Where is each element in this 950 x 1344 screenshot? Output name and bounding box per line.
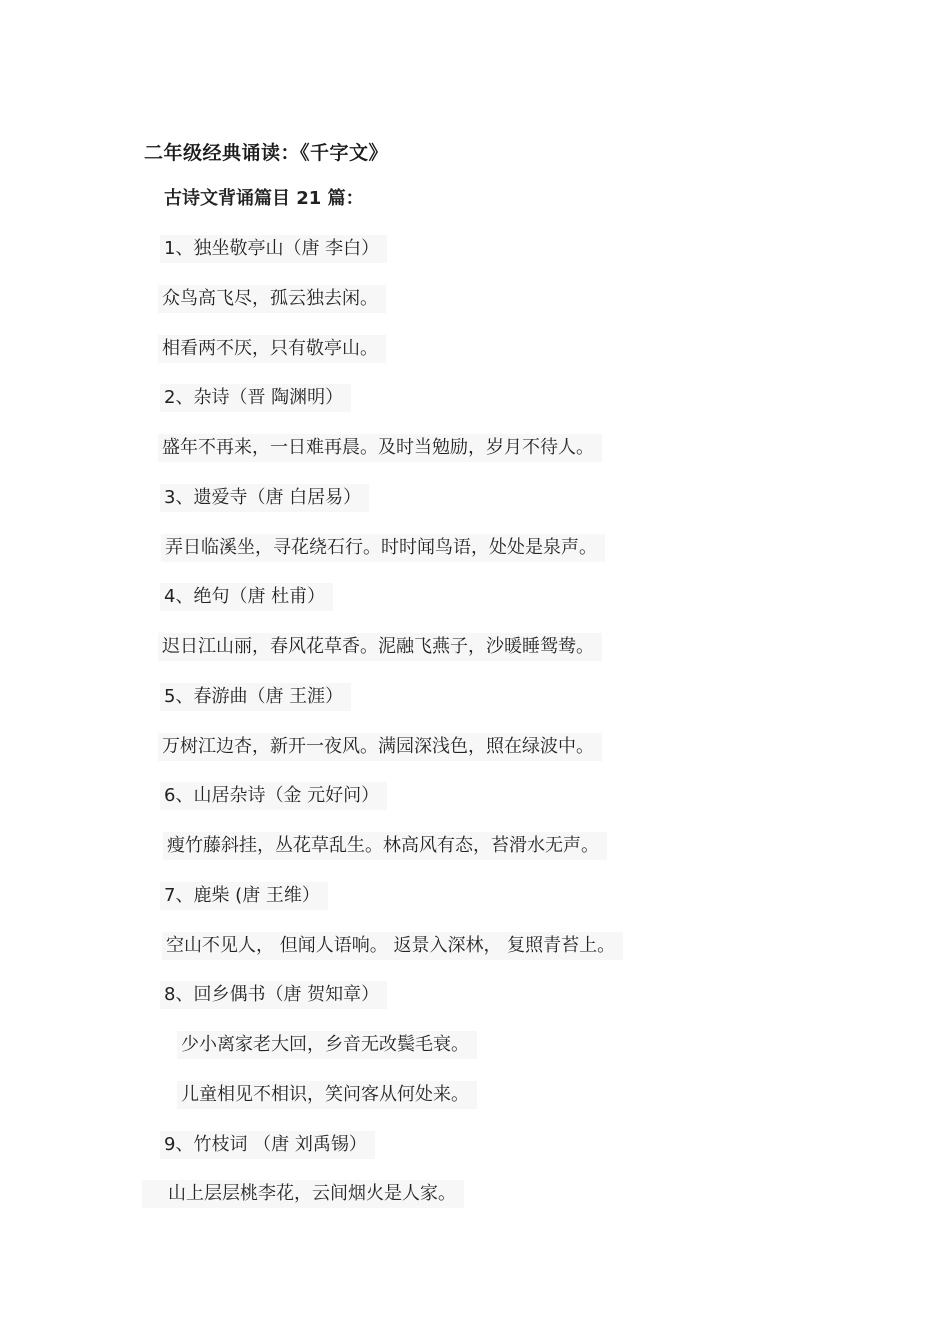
poem-heading-7: 7、鹿柴 (唐 王维）	[160, 882, 328, 910]
poem-heading-6: 6、山居杂诗（金 元好问）	[160, 782, 387, 810]
poem-line: 儿童相见不相识，笑问客从何处来。	[177, 1081, 477, 1109]
poem-line: 相看两不厌，只有敬亭山。	[158, 335, 386, 363]
poem-line: 瘦竹藤斜挂，丛花草乱生。林高风有态，苔滑水无声。	[163, 832, 607, 860]
document-title: 二年级经典诵读：《千字文》	[144, 142, 389, 164]
poem-heading-9: 9、竹枝词 （唐 刘禹锡）	[160, 1131, 375, 1159]
poem-line: 盛年不再来，一日难再晨。及时当勉励，岁月不待人。	[158, 434, 602, 462]
poem-heading-3: 3、遗爱寺（唐 白居易）	[160, 484, 369, 512]
poem-heading-4: 4、绝句（唐 杜甫）	[160, 583, 333, 611]
poem-line: 空山不见人， 但闻人语响。 返景入深林， 复照青苔上。	[162, 932, 623, 960]
poem-line: 弄日临溪坐，寻花绕石行。时时闻鸟语，处处是泉声。	[161, 534, 605, 562]
poem-heading-1: 1、独坐敬亭山（唐 李白）	[160, 235, 387, 263]
poem-line: 万树江边杏，新开一夜风。满园深浅色，照在绿波中。	[158, 733, 602, 761]
poem-heading-5: 5、春游曲（唐 王涯）	[160, 683, 351, 711]
poem-line: 众鸟高飞尽，孤云独去闲。	[158, 285, 386, 313]
poem-heading-8: 8、回乡偶书（唐 贺知章）	[160, 981, 387, 1009]
poem-line: 山上层层桃李花，云间烟火是人家。	[142, 1180, 464, 1208]
poem-line: 迟日江山丽，春风花草香。泥融飞燕子，沙暖睡鸳鸯。	[158, 633, 602, 661]
poem-heading-2: 2、杂诗（晋 陶渊明）	[160, 384, 351, 412]
poem-line: 少小离家老大回，乡音无改鬓毛衰。	[177, 1031, 477, 1059]
section-heading: 古诗文背诵篇目 21 篇：	[164, 188, 364, 209]
